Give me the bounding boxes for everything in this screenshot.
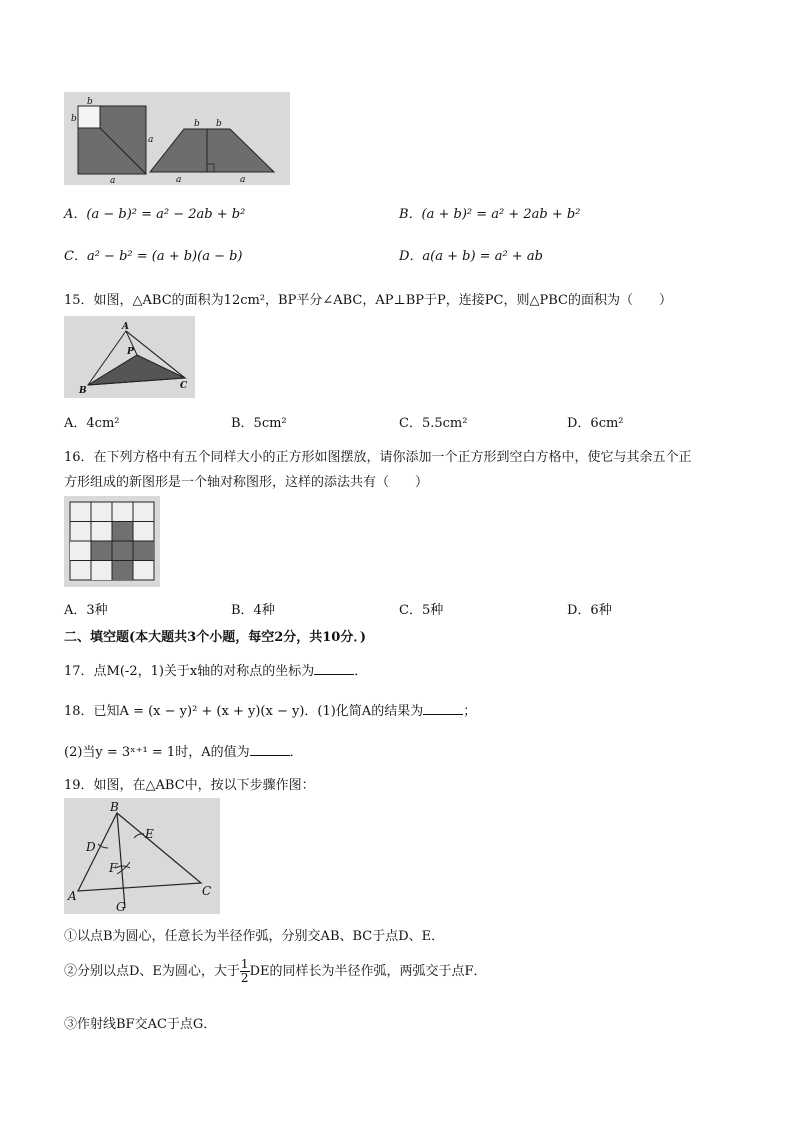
q15-option-a: A．4cm² — [64, 416, 120, 431]
q15-option-c: C．5.5cm² — [399, 416, 468, 431]
q14-label-a-trap1: a — [176, 175, 182, 185]
q17-answer-blank[interactable] — [314, 662, 354, 675]
q16-stem-line2: 方形组成的新图形是一个轴对称图形，这样的添法共有（ ） — [64, 475, 429, 490]
q19-label-g: G — [116, 900, 126, 914]
q15-label-b: B — [79, 386, 87, 396]
q19-fraction — [240, 958, 250, 985]
q18-answer-blank-2[interactable] — [250, 743, 290, 756]
q14-figure — [64, 92, 290, 185]
q14-option-b: B．(a + b)² = a² + 2ab + b² — [399, 207, 581, 222]
q14-option-c: C．a² − b² = (a + b)(a − b) — [64, 249, 243, 264]
q14-option-d: D．a(a + b) = a² + ab — [399, 249, 543, 264]
q14-label-b-trap2: b — [216, 119, 222, 129]
q18-text1: 18．已知A = (x − y)² + (x + y)(x − y)．(1)化简A的结果为 — [64, 704, 424, 719]
q14-label-b-top: b — [87, 97, 93, 107]
q14-label-b-trap1: b — [194, 119, 200, 129]
q16-option-d: D．6种 — [567, 603, 612, 618]
q17-end: ． — [354, 664, 368, 679]
q19-figure — [64, 798, 220, 914]
q19-step3: ③作射线BF交AC于点G． — [64, 1017, 217, 1032]
q19-label-c: C — [202, 884, 212, 898]
q19-label-e: E — [145, 827, 154, 841]
q18-line2 — [64, 741, 303, 760]
q15-label-p: P — [127, 347, 134, 357]
q16-grid-figure — [64, 496, 160, 587]
q19-frac-num: 1 — [240, 957, 249, 971]
section2-heading: 二、填空题(本大题共3个小题，每空2分，共10分．) — [64, 630, 366, 645]
q14-label-a-bottom: a — [110, 176, 116, 185]
q19-label-a: A — [68, 889, 77, 903]
q19-label-b: B — [110, 800, 119, 814]
q16-option-c: C．5种 — [399, 603, 444, 618]
q15-figure — [64, 316, 195, 398]
q19-stem: 19．如图，在△ABC中，按以下步骤作图： — [64, 778, 315, 793]
q18-end1: ； — [463, 704, 477, 719]
q16-stem-line1: 16．在下列方格中有五个同样大小的正方形如图摆放，请你添加一个正方形到空白方格中，使它与其余五个正 — [64, 450, 692, 465]
q18-line1 — [64, 700, 476, 719]
q18-end2: ． — [289, 745, 303, 760]
q15-option-b: B．5cm² — [231, 416, 287, 431]
q14-option-a: A．(a − b)² = a² − 2ab + b² — [64, 207, 246, 222]
q15-label-c: C — [180, 381, 188, 391]
q18-text2: (2)当y = 3ˣ⁺¹ = 1时，A的值为 — [64, 745, 250, 760]
q19-label-d: D — [86, 840, 96, 854]
q17-text: 17．点M(-2，1)关于x轴的对称点的坐标为 — [64, 664, 315, 679]
q15-stem: 15．如图，△ABC的面积为12cm²，BP平分∠ABC，AP⊥BP于P，连接PC，则△PBC的面积为（ ） — [64, 293, 672, 308]
q17-line — [64, 660, 367, 679]
q19-frac-den: 2 — [240, 971, 249, 985]
q14-label-a-trap2: a — [240, 175, 246, 185]
q19-label-f: F — [109, 861, 118, 875]
q15-label-a: A — [122, 322, 129, 332]
q18-answer-blank-1[interactable] — [423, 702, 463, 715]
q14-label-b-left: b — [71, 114, 77, 124]
q16-option-a: A．3种 — [64, 603, 108, 618]
q19-step2-text2: DE的同样长为半径作弧，两弧交于点F． — [249, 964, 487, 979]
q19-step1: ①以点B为圆心，任意长为半径作弧，分别交AB、BC于点D、E． — [64, 929, 445, 944]
q15-option-d: D．6cm² — [567, 416, 624, 431]
q14-label-a-right: a — [148, 135, 154, 145]
q16-option-b: B．4种 — [231, 603, 275, 618]
q19-step2-text: ②分别以点D、E为圆心，大于 — [64, 964, 240, 979]
q19-step2 — [64, 958, 487, 985]
